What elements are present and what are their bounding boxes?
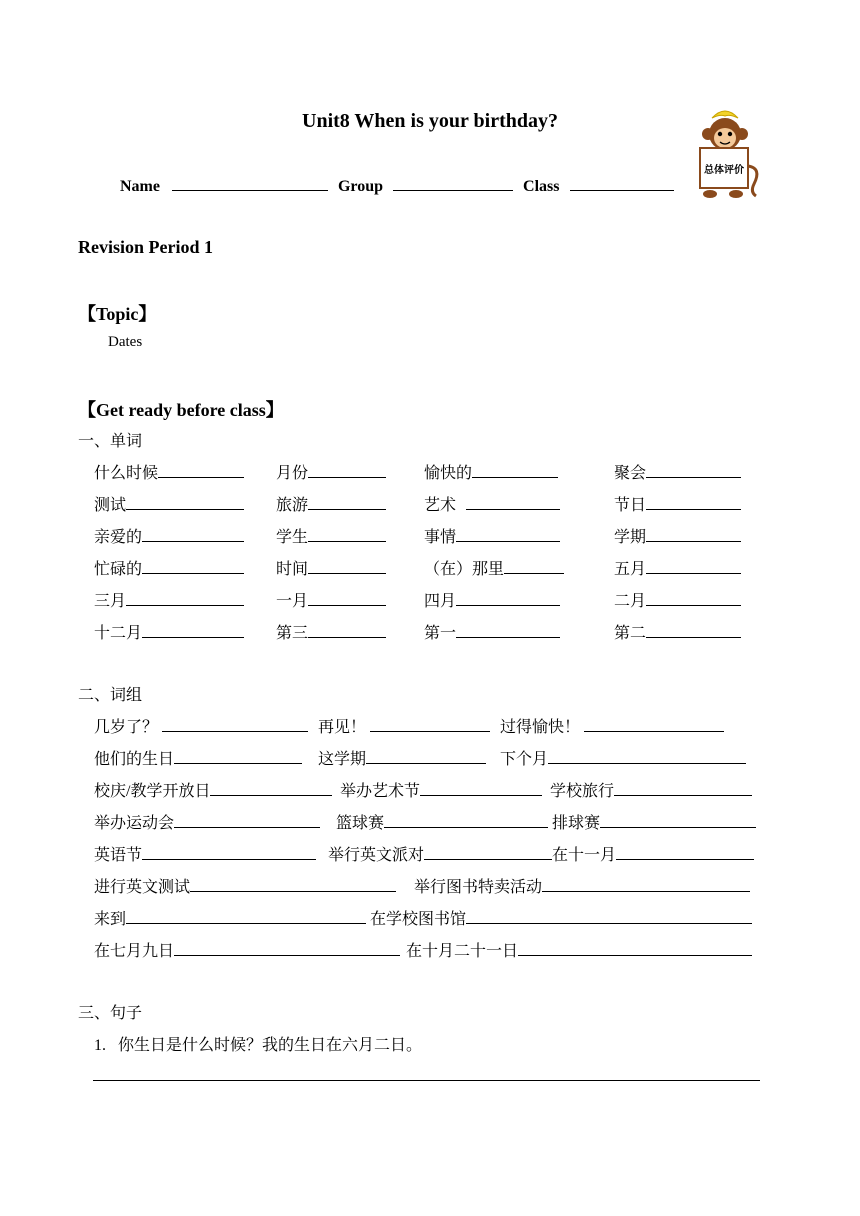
word-blank[interactable] xyxy=(456,623,560,638)
sentence-text: 你生日是什么时候？我的生日在六月二日。 xyxy=(118,1037,423,1054)
word-item: 艺术 xyxy=(424,492,560,515)
phrase-blank[interactable] xyxy=(126,909,366,924)
phrase-blank[interactable] xyxy=(366,749,486,764)
sentence-answer-line[interactable] xyxy=(93,1080,760,1081)
phrase-blank[interactable] xyxy=(466,909,752,924)
word-blank[interactable] xyxy=(646,495,741,510)
mascot-label: 总体评价 xyxy=(704,165,744,176)
phrase-item: 他们的生日 xyxy=(94,746,302,769)
word-item: 时间 xyxy=(276,556,386,579)
phrase-item: 再见！ xyxy=(318,714,490,737)
sentences-heading: 三、句子 xyxy=(78,1005,143,1022)
words-heading: 一、单词 xyxy=(78,433,143,450)
topic-value: Dates xyxy=(108,334,143,350)
word-blank[interactable] xyxy=(142,623,244,638)
phrase-blank[interactable] xyxy=(174,813,320,828)
phrase-item: 下个月 xyxy=(500,746,746,769)
phrase-item: 举行英文派对 xyxy=(328,842,552,865)
phrase-blank[interactable] xyxy=(542,877,750,892)
word-item: 学生 xyxy=(276,524,386,547)
phrase-item: 举办艺术节 xyxy=(340,778,542,801)
word-item: 第三 xyxy=(276,620,386,643)
phrase-item: 来到 xyxy=(94,906,366,929)
word-blank[interactable] xyxy=(456,527,560,542)
phrase-blank[interactable] xyxy=(518,941,752,956)
word-item: 第一 xyxy=(424,620,560,643)
word-blank[interactable] xyxy=(158,463,244,478)
phrase-blank[interactable] xyxy=(600,813,756,828)
word-item: 二月 xyxy=(614,588,741,611)
word-blank[interactable] xyxy=(308,623,386,638)
word-item: 什么时候 xyxy=(94,460,244,483)
word-item: 五月 xyxy=(614,556,741,579)
phrase-blank[interactable] xyxy=(142,845,316,860)
word-blank[interactable] xyxy=(308,591,386,606)
phrase-blank[interactable] xyxy=(548,749,746,764)
word-blank[interactable] xyxy=(126,591,244,606)
phrase-blank[interactable] xyxy=(174,941,400,956)
student-info-line xyxy=(120,174,674,196)
word-item: 月份 xyxy=(276,460,386,483)
word-blank[interactable] xyxy=(646,591,741,606)
phrase-item: 进行英文测试 xyxy=(94,874,396,897)
word-item: 学期 xyxy=(614,524,741,547)
name-label: Name xyxy=(120,178,160,195)
phrase-item: 几岁了？ xyxy=(94,714,308,737)
word-blank[interactable] xyxy=(504,559,564,574)
word-item: 四月 xyxy=(424,588,560,611)
word-item: 亲爱的 xyxy=(94,524,244,547)
word-blank[interactable] xyxy=(126,495,244,510)
group-field[interactable] xyxy=(393,174,513,191)
word-item: 一月 xyxy=(276,588,386,611)
phrase-item: 举行图书特卖活动 xyxy=(414,874,750,897)
phrase-item: 在十月二十一日 xyxy=(406,938,752,961)
word-item: 十二月 xyxy=(94,620,244,643)
word-blank[interactable] xyxy=(308,463,386,478)
phrase-item: 排球赛 xyxy=(552,810,756,833)
word-blank[interactable] xyxy=(456,591,560,606)
phrase-item: 学校旅行 xyxy=(550,778,752,801)
word-blank[interactable] xyxy=(142,527,244,542)
monkey-mascot-icon xyxy=(690,106,760,200)
phrase-item: 在七月九日 xyxy=(94,938,400,961)
phrase-blank[interactable] xyxy=(370,717,490,732)
phrase-item: 篮球赛 xyxy=(336,810,548,833)
word-item: 测试 xyxy=(94,492,244,515)
phrase-item: 举办运动会 xyxy=(94,810,320,833)
phrase-item: 在十一月 xyxy=(552,842,754,865)
phrase-item: 过得愉快！ xyxy=(500,714,724,737)
word-blank[interactable] xyxy=(308,559,386,574)
phrase-blank[interactable] xyxy=(210,781,332,796)
phrase-item: 校庆/教学开放日 xyxy=(94,778,332,801)
phrase-blank[interactable] xyxy=(162,717,308,732)
word-item: 愉快的 xyxy=(424,460,558,483)
phrase-blank[interactable] xyxy=(190,877,396,892)
class-label: Class xyxy=(523,178,560,195)
word-blank[interactable] xyxy=(466,495,560,510)
word-blank[interactable] xyxy=(142,559,244,574)
word-item: 聚会 xyxy=(614,460,741,483)
phrase-item: 这学期 xyxy=(318,746,486,769)
word-item: （在）那里 xyxy=(424,556,564,579)
phrase-blank[interactable] xyxy=(384,813,548,828)
word-blank[interactable] xyxy=(646,527,741,542)
class-field[interactable] xyxy=(570,174,674,191)
word-item: 事情 xyxy=(424,524,560,547)
word-item: 第二 xyxy=(614,620,741,643)
period-heading: Revision Period 1 xyxy=(78,237,213,257)
phrase-item: 在学校图书馆 xyxy=(370,906,752,929)
word-item: 旅游 xyxy=(276,492,386,515)
word-blank[interactable] xyxy=(308,527,386,542)
phrase-blank[interactable] xyxy=(420,781,542,796)
phrase-blank[interactable] xyxy=(614,781,752,796)
prep-heading: 【Get ready before class】 xyxy=(78,400,284,420)
name-field[interactable] xyxy=(172,174,328,191)
word-blank[interactable] xyxy=(646,559,741,574)
phrases-heading: 二、词组 xyxy=(78,687,143,704)
word-blank[interactable] xyxy=(646,463,741,478)
word-blank[interactable] xyxy=(472,463,558,478)
word-item: 节日 xyxy=(614,492,741,515)
group-label: Group xyxy=(337,178,384,195)
word-blank[interactable] xyxy=(646,623,741,638)
sentence-item xyxy=(94,1032,422,1055)
word-item: 忙碌的 xyxy=(94,556,244,579)
sentence-number: 1. xyxy=(94,1037,106,1054)
word-item: 三月 xyxy=(94,588,244,611)
phrase-item: 英语节 xyxy=(94,842,316,865)
phrase-blank[interactable] xyxy=(174,749,302,764)
phrase-blank[interactable] xyxy=(424,845,552,860)
phrase-blank[interactable] xyxy=(616,845,754,860)
topic-heading: 【Topic】 xyxy=(78,304,157,324)
word-blank[interactable] xyxy=(308,495,386,510)
phrase-blank[interactable] xyxy=(584,717,724,732)
page-title: Unit8 When is your birthday? xyxy=(302,110,558,132)
